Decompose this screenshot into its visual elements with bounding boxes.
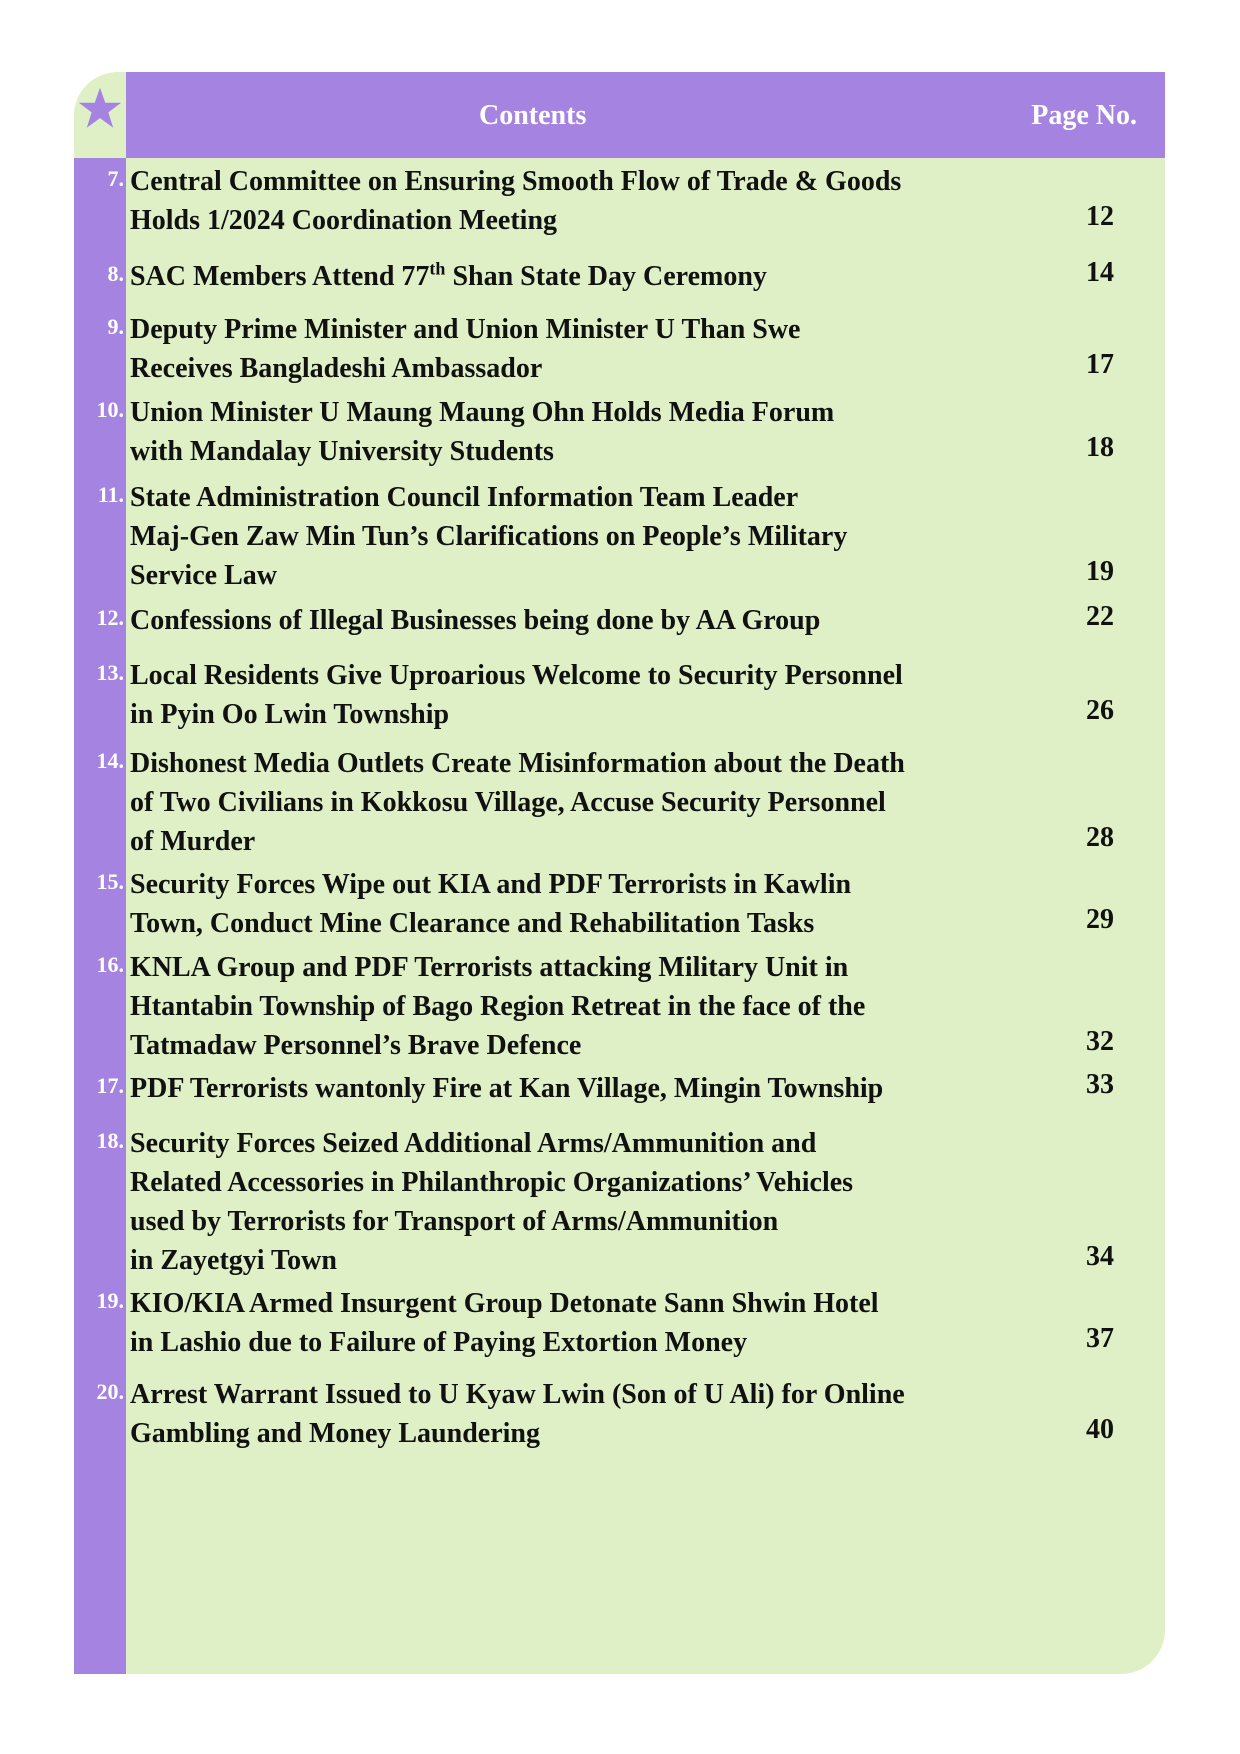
entry-title: State Administration Council Information Team Leader Maj-Gen Zaw Min Tun’s Clarifications on People’s Military Service Law (130, 482, 848, 591)
entry-number: 20. (96, 1379, 124, 1404)
entry-title: PDF Terrorists wantonly Fire at Kan Village, Mingin Township (130, 1073, 884, 1104)
entry-number: 13. (96, 660, 124, 685)
entry-title: Arrest Warrant Issued to U Kyaw Lwin (Son of U Ali) for Online Gambling and Money Laundering (130, 1379, 905, 1449)
entry-number: 18. (96, 1128, 124, 1153)
entry-page: 19 (1086, 556, 1114, 587)
entry-number: 11. (97, 482, 124, 507)
entry-title: Union Minister U Maung Maung Ohn Holds Media Forum with Mandalay University Students (130, 397, 835, 467)
entry-title: KIO/KIA Armed Insurgent Group Detonate Sann Shwin Hotel in Lashio due to Failure of Paying Extortion Money (130, 1288, 879, 1358)
entry-title: Security Forces Seized Additional Arms/Ammunition and Related Accessories in Philanthropic Organizations’ Vehicles used by Terrorists for Transport of Arms/Ammunition in Zayetgyi Town (130, 1128, 854, 1276)
entry-number: 7. (107, 166, 124, 191)
entry-page: 22 (1086, 601, 1114, 632)
entry-page: 32 (1086, 1026, 1114, 1057)
entry-title: Deputy Prime Minister and Union Minister U Than Swe Receives Bangladeshi Ambassador (130, 314, 801, 384)
entry-page: 18 (1086, 432, 1114, 463)
superscript: th (429, 258, 446, 279)
entry-title: KNLA Group and PDF Terrorists attacking Military Unit in Htantabin Township of Bago Region Retreat in the face of the Tatmadaw Personnel’s Brave Defence (130, 952, 866, 1061)
entry-page: 29 (1086, 904, 1114, 935)
entry-number: 19. (96, 1288, 124, 1313)
entry-title: SAC Members Attend 77th Shan State Day Ceremony (130, 258, 767, 292)
header-bar (126, 72, 1165, 158)
entry-page: 17 (1086, 349, 1114, 380)
entry-page: 33 (1086, 1069, 1114, 1100)
entry-page: 37 (1086, 1323, 1114, 1354)
contents-panel (74, 72, 1165, 1674)
entry-title: Local Residents Give Uproarious Welcome to Security Personnel in Pyin Oo Lwin Township (130, 660, 903, 730)
entry-title: Security Forces Wipe out KIA and PDF Terrorists in Kawlin Town, Conduct Mine Clearance and Rehabilitation Tasks (130, 869, 852, 939)
entry-page: 12 (1086, 201, 1114, 232)
corner-block (74, 72, 126, 158)
entry-title: Central Committee on Ensuring Smooth Flow of Trade & Goods Holds 1/2024 Coordination Meeting (130, 166, 902, 236)
entry-page: 40 (1086, 1414, 1114, 1445)
entry-page: 26 (1086, 695, 1114, 726)
entry-title: Confessions of Illegal Businesses being done by AA Group (130, 605, 821, 636)
entry-page: 14 (1086, 257, 1114, 288)
entry-page: 34 (1086, 1241, 1114, 1272)
entry-number: 8. (107, 261, 124, 286)
entry-number: 9. (107, 314, 124, 339)
side-strip (74, 158, 126, 1674)
contents-heading: Contents (479, 100, 587, 131)
entry-number: 10. (96, 397, 124, 422)
entry-number: 12. (96, 605, 124, 630)
page-no-heading: Page No. (1031, 100, 1137, 131)
entry-number: 17. (96, 1073, 124, 1098)
entry-page: 28 (1086, 822, 1114, 853)
star-icon (78, 86, 122, 130)
entry-number: 15. (96, 869, 124, 894)
entry-number: 14. (96, 748, 124, 773)
entry-number: 16. (96, 952, 124, 977)
entry-title: Dishonest Media Outlets Create Misinformation about the Death of Two Civilians in Kokkosu Village, Accuse Security Personnel of Murder (130, 748, 905, 857)
